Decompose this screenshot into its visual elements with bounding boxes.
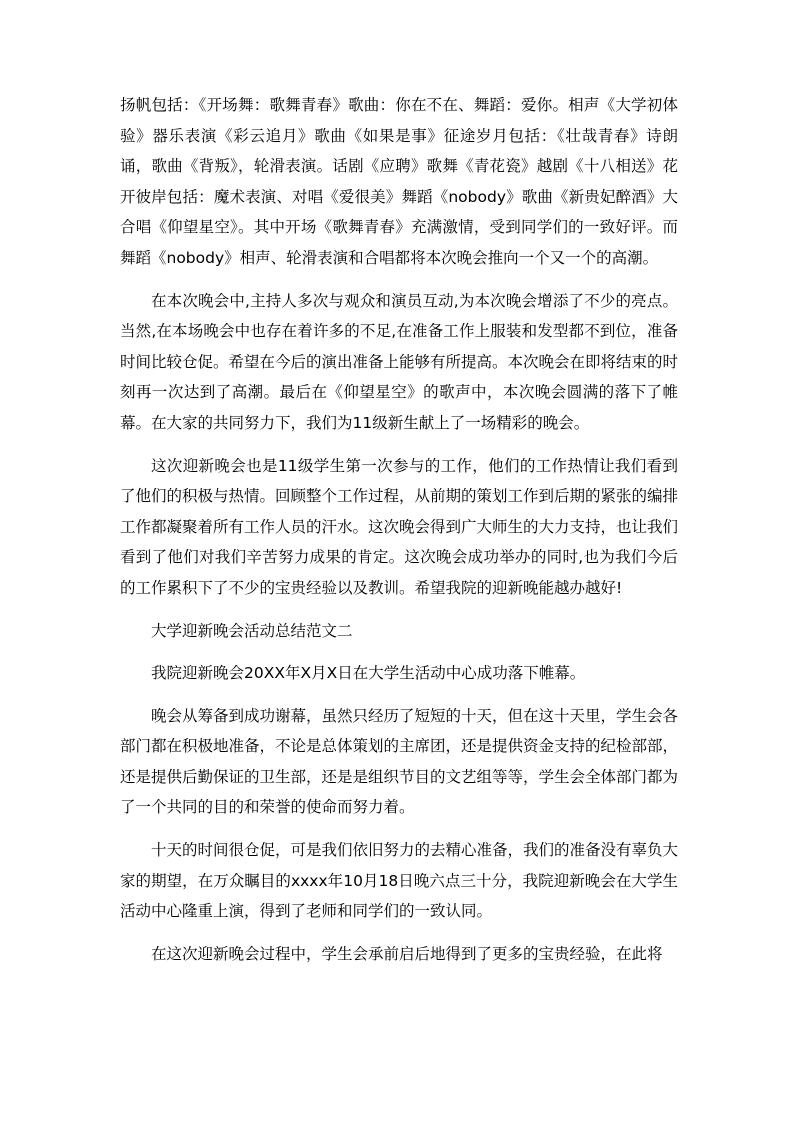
section-heading: 大学迎新晚会活动总结范文二 — [151, 621, 353, 640]
paragraph-new-students-work: 这次迎新晚会也是11级学生第一次参与的工作，他们的工作热情让我们看到了他们的积极与热情。回顾整个工作过程，从前期的策划工作到后期的紧张的编排工作都凝聚着所有工作人员的汗水。这次晚会得到广大师生的大力支持，也让我们看到了他们对我们辛苦努力成果的肯定。这次晚会成功举办的同时,也为我们今后的工作累积下了不少的宝贵经验以及教训。希望我院的迎新晚能越办越好! — [120, 456, 679, 597]
paragraph-experience: 在这次迎新晚会过程中，学生会承前启后地得到了更多的宝贵经验，在此将 — [151, 944, 663, 963]
document-body — [120, 90, 678, 981]
paragraph-preparation: 晚会从筹备到成功谢幕，虽然只经历了短短的十天，但在这十天里，学生会各部门都在积极地准备，不论是总体策划的主席团，还是提供资金支持的纪检部部，还是提供后勤保证的卫生部，还是是组织节目的文艺组等等，学生会全体部门都为了一个共同的目的和荣誉的使命而努力着。 — [120, 706, 679, 817]
paragraph-program-list: 扬帆包括：《开场舞：歌舞青春》歌曲：你在不在、舞蹈：爱你。相声《大学初体验》器乐表演《彩云追月》歌曲《如果是事》征途岁月包括：《壮哉青春》诗朗诵，歌曲《背叛》，轮滑表演。话剧《应聘》歌舞《青花瓷》越剧《十八相送》花开彼岸包括：魔术表演、对唱《爱很美》舞蹈《nobody》歌曲《新贵妃醉酒》大合唱《仰望星空》。其中开场《歌舞青春》充满激情，受到同学们的一致好评。而舞蹈《nobody》相声、轮滑表演和合唱都将本次晚会推向一个又一个的高潮。 — [120, 96, 678, 267]
paragraph-gala-date: 我院迎新晚会20XX年X月X日在大学生活动中心成功落下帷幕。 — [151, 664, 586, 683]
paragraph-host-interaction: 在本次晚会中,主持人多次与观众和演员互动,为本次晚会增添了不少的亮点。当然,在本场晚会中也存在着许多的不足,在准备工作上服装和发型都不到位，准备时间比较仓促。希望在今后的演出准备上能够有所提高。本次晚会在即将结束的时刻再一次达到了高潮。最后在《仰望星空》的歌声中，本次晚会圆满的落下了帷幕。在大家的共同努力下，我们为11级新生献上了一场精彩的晚会。 — [120, 291, 679, 432]
paragraph-ten-days: 十天的时间很仓促，可是我们依旧努力的去精心准备，我们的准备没有辜负大家的期望，在万众瞩目的xxxx年10月18日晚六点三十分，我院迎新晚会在大学生活动中心隆重上演，得到了老师和同学们的一致认同。 — [120, 841, 679, 921]
